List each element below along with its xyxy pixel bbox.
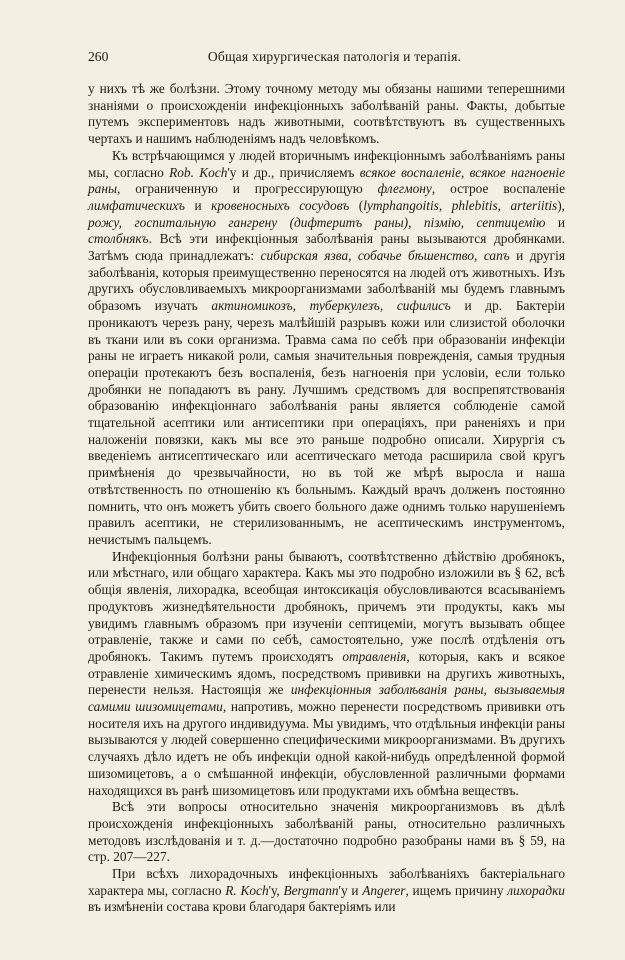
- italic-text: Bergmann: [283, 882, 339, 898]
- paragraph: [88, 549, 565, 800]
- text-run: , острое воспаленіе: [431, 181, 565, 197]
- italic-text: сибирская язва, собачье бѣшенство, сапъ: [260, 248, 510, 264]
- running-title: Общая хирургическая патологія и терапія.: [207, 49, 462, 64]
- italic-text: всякое воспаленіе, всякое нагноеніе раны: [88, 164, 565, 197]
- text-run: При всѣхъ лихорадочныхъ инфекціонныхъ заболѣваніяхъ бактеріальнаго характера мы, согласно: [88, 866, 565, 898]
- italic-text: кровеносныхъ сосудовъ: [211, 197, 350, 213]
- page-number: 260: [88, 49, 109, 64]
- italic-text: актиномикозъ, туберкулезъ, сифилисъ: [211, 298, 451, 314]
- text-run: , которыя, какъ и всякое отравленіе химическимъ ядомъ, посредствомъ прививки на другихъ животныхъ, перенести нельзя. Настоящія же: [88, 648, 565, 698]
- text-run: 'у и др., причисляемъ: [227, 164, 360, 180]
- italic-text: столбнякъ: [88, 231, 149, 247]
- text-run: и другія заболѣванія, которыя преимущественно переносятся на людей отъ животныхъ. Изъ другихъ обусловливаемыхъ микроорганизмами заболѣваній мы будемъ главнымъ образомъ изучать: [88, 248, 565, 314]
- text-run: 'у,: [268, 882, 284, 898]
- text-run: Всѣ эти вопросы относительно значенія микроорганизмовъ въ дѣлѣ происхожденія инфекціонныхъ заболѣваній раны, относительно различныхъ методовъ изслѣдованія и т. д.—достаточно подробно разобраны нами въ § 59, на стр. 207—227.: [88, 799, 565, 865]
- italic-text: лимфатическихъ: [88, 197, 185, 213]
- text-run: и: [184, 197, 212, 213]
- text-run: Къ встрѣчающимся у людей вторичнымъ инфекціоннымъ заболѣваніямъ раны мы, согласно: [88, 147, 565, 180]
- text-run: , ищемъ причину: [405, 882, 508, 898]
- text-run: и: [545, 214, 565, 230]
- text-run: Инфекціонныя болѣзни раны бываютъ, соотвѣтственно дѣйствію дробянокъ, или мѣстнаго, или общаго характера. Какъ мы это подробно изложили въ § 62, всѣ общія явленія, лихорадка, всеобщая интоксикація обусловливаются всасываніемъ продуктовъ жизнедѣятельности дробянокъ, причемъ эти продукты, какъ мы увидимъ главнымъ образомъ при изученіи септицеміи, могутъ вызывать общее отравленіе, также и сами по себѣ, самостоятельно, уже послѣ отдѣленія отъ дробянокъ. Такимъ путемъ происходятъ: [88, 548, 565, 664]
- italic-text: отравленія: [342, 648, 407, 664]
- text-run: , напротивъ, можно перенести посредствомъ прививки отъ носителя ихъ на другого индивидуума. Мы увидимъ, что отдѣльныя инфекціи раны вызываются у людей совершенно специфическими микроорганизмами. Въ другихъ случаяхъ дѣло идетъ не объ инфекціи одной какой-нибудь опредѣленной формой шизомицетовъ, а о смѣшанной инфекціи, обусловленной различными формами находящихся въ ранѣ шизомицетовъ или продуктами ихъ обмѣна веществъ.: [88, 699, 565, 798]
- text-run: ),: [557, 197, 565, 213]
- text-run: , ограниченную и прогрессирующую: [117, 181, 378, 197]
- text-run: въ измѣненіи состава крови благодаря бактеріямъ или: [88, 899, 396, 915]
- paragraph: [88, 866, 565, 916]
- running-head: [88, 48, 565, 66]
- text-run: 'у и: [338, 882, 363, 898]
- paragraph: [88, 148, 565, 549]
- italic-text: Angerer: [362, 882, 406, 898]
- italic-text: рожу, госпитальную гангрену (дифтеритъ раны), пізмію, септицемію: [88, 214, 546, 230]
- italic-text: инфекціонныя заболѣванія раны, вызываемыя самими шизомицетами: [88, 682, 566, 715]
- italic-text: lymphangoitis, phlebitis, arteriitis: [363, 197, 558, 213]
- italic-text: флегмону: [377, 181, 432, 197]
- italic-text: Rob. Koch: [169, 164, 228, 180]
- text-run: . Всѣ эти инфекціонныя заболѣванія раны вызываются дробянками. Затѣмъ сюда принадлежатъ:: [88, 231, 565, 264]
- text-run: у нихъ тѣ же болѣзни. Этому точному методу мы обязаны нашими теперешними знаніями о происхожденіи инфекціонныхъ заболѣваній раны. Факты, добытые путемъ экспериментовъ надъ животными, соотвѣтствуютъ въ существенныхъ чертахъ и нашимъ наблюденіямъ надъ человѣкомъ.: [88, 81, 565, 147]
- text-run: и др. Бактеріи проникаютъ черезъ рану, черезъ малѣйшій разрывъ кожи или слизистой оболочки въ ткани или въ соки организма. Травма сама по себѣ при образованіи инфекціи раны не играетъ никакой роли, самыя значительныя поврежденія, самыя трудныя операціи протекаютъ безъ воспаленія, безъ нагноенія при условіи, если только дробянки не попадаютъ въ рану. Лучшимъ средствомъ для воспрепятствованія образованію инфекціоннаго заболѣванія раны является соблюденіе самой тщательной асептики или антисептики при операціяхъ, при раненіяхъ и при наложеніи повязки, какъ мы все это раньше подробно описали. Хирургія съ введеніемъ антисептическаго или асептическаго метода расширила свой кругъ примѣненія до чрезвычайности, но въ той же мѣрѣ выросла и наша отвѣтственность по отношенію къ больнымъ. Каждый врачъ долженъ постоянно помнить, что онъ можетъ убить своего больного даже однимъ только нарушеніемъ правилъ асептики, не стерилизованнымъ, не асептическимъ инструментомъ, нечистымъ пальцемъ.: [88, 298, 565, 547]
- paragraph: [88, 799, 565, 866]
- paragraph: [88, 81, 565, 148]
- text-run: (: [349, 197, 364, 213]
- body-text: [88, 81, 565, 916]
- italic-text: R. Koch: [225, 882, 269, 898]
- italic-text: лихорадки: [507, 882, 565, 898]
